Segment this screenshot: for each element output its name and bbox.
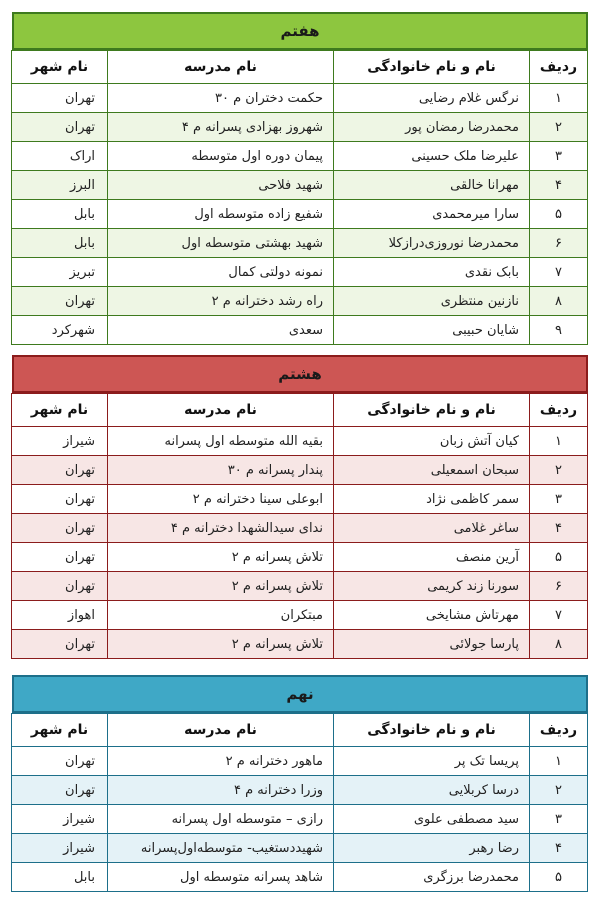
cell-index: ۴ xyxy=(530,834,588,863)
cell-name: سارا میرمحمدی xyxy=(334,200,530,229)
table-row xyxy=(12,514,588,543)
grade-9-table xyxy=(11,713,588,892)
cell-school: ماهور دخترانه م ۲ xyxy=(108,747,334,776)
cell-city: تهران xyxy=(12,84,108,113)
grade-9-section xyxy=(12,675,588,892)
cell-index: ۱ xyxy=(530,427,588,456)
cell-city: شهرکرد xyxy=(12,316,108,345)
cell-index: ۳ xyxy=(530,142,588,171)
cell-city: تهران xyxy=(12,572,108,601)
table-row xyxy=(12,316,588,345)
cell-school: پندار پسرانه م ۳۰ xyxy=(108,456,334,485)
cell-index: ۱ xyxy=(530,84,588,113)
cell-school: شفیع زاده متوسطه اول xyxy=(108,200,334,229)
cell-index: ۷ xyxy=(530,601,588,630)
cell-index: ۶ xyxy=(530,229,588,258)
cell-school: تلاش پسرانه م ۲ xyxy=(108,572,334,601)
cell-name: محمدرضا رمضان پور xyxy=(334,113,530,142)
cell-city: شیراز xyxy=(12,834,108,863)
cell-index: ۲ xyxy=(530,456,588,485)
cell-name: پارسا جولائی xyxy=(334,630,530,659)
cell-index: ۱ xyxy=(530,747,588,776)
header-index: ردیف xyxy=(530,394,588,427)
header-name: نام و نام خانوادگی xyxy=(334,51,530,84)
cell-name: مهرتاش مشایخی xyxy=(334,601,530,630)
cell-index: ۸ xyxy=(530,287,588,316)
header-name: نام و نام خانوادگی xyxy=(334,394,530,427)
cell-city: تهران xyxy=(12,776,108,805)
cell-school: رازی – متوسطه اول پسرانه xyxy=(108,805,334,834)
table-row xyxy=(12,456,588,485)
cell-name: رضا رهبر xyxy=(334,834,530,863)
cell-index: ۳ xyxy=(530,485,588,514)
cell-index: ۷ xyxy=(530,258,588,287)
cell-name: کیان آتش زبان xyxy=(334,427,530,456)
cell-school: شهید بهشتی متوسطه اول xyxy=(108,229,334,258)
table-row xyxy=(12,258,588,287)
grade-7-section xyxy=(12,12,588,345)
header-school: نام مدرسه xyxy=(108,394,334,427)
cell-name: آرین منصف xyxy=(334,543,530,572)
table-row xyxy=(12,776,588,805)
cell-school: تلاش پسرانه م ۲ xyxy=(108,543,334,572)
cell-school: حکمت دختران م ۳۰ xyxy=(108,84,334,113)
cell-city: تهران xyxy=(12,630,108,659)
grade-8-rows xyxy=(12,427,588,659)
table-row xyxy=(12,171,588,200)
header-index: ردیف xyxy=(530,51,588,84)
cell-index: ۸ xyxy=(530,630,588,659)
header-city: نام شهر xyxy=(12,51,108,84)
cell-index: ۵ xyxy=(530,863,588,892)
cell-city: شیراز xyxy=(12,427,108,456)
table-header-row xyxy=(12,51,588,84)
cell-index: ۲ xyxy=(530,776,588,805)
table-row xyxy=(12,113,588,142)
cell-city: اهواز xyxy=(12,601,108,630)
cell-city: بابل xyxy=(12,200,108,229)
cell-city: بابل xyxy=(12,229,108,258)
cell-school: تلاش پسرانه م ۲ xyxy=(108,630,334,659)
table-row xyxy=(12,287,588,316)
table-row xyxy=(12,200,588,229)
table-row xyxy=(12,572,588,601)
table-row xyxy=(12,805,588,834)
cell-city: تهران xyxy=(12,287,108,316)
cell-school: نمونه دولتی کمال xyxy=(108,258,334,287)
cell-city: تبریز xyxy=(12,258,108,287)
cell-city: تهران xyxy=(12,113,108,142)
cell-school: شهروز بهزادی پسرانه م ۴ xyxy=(108,113,334,142)
cell-name: شایان حبیبی xyxy=(334,316,530,345)
header-school: نام مدرسه xyxy=(108,51,334,84)
table-row xyxy=(12,630,588,659)
cell-index: ۴ xyxy=(530,171,588,200)
table-row xyxy=(12,229,588,258)
cell-city: تهران xyxy=(12,747,108,776)
grade-7-table xyxy=(11,50,588,345)
table-row xyxy=(12,863,588,892)
cell-index: ۴ xyxy=(530,514,588,543)
cell-school: ندای سیدالشهدا دخترانه م ۴ xyxy=(108,514,334,543)
cell-city: تهران xyxy=(12,514,108,543)
cell-city: تهران xyxy=(12,456,108,485)
cell-index: ۹ xyxy=(530,316,588,345)
cell-school: بقیه الله متوسطه اول پسرانه xyxy=(108,427,334,456)
table-row xyxy=(12,142,588,171)
cell-city: اراک xyxy=(12,142,108,171)
cell-school: شهیددستغیب- متوسطه‌اول‌پسرانه xyxy=(108,834,334,863)
table-row xyxy=(12,427,588,456)
cell-city: تهران xyxy=(12,485,108,514)
cell-name: بابک نقدی xyxy=(334,258,530,287)
cell-name: نازنین منتظری xyxy=(334,287,530,316)
header-city: نام شهر xyxy=(12,394,108,427)
cell-name: ساغر غلامی xyxy=(334,514,530,543)
cell-name: سبحان اسمعیلی xyxy=(334,456,530,485)
header-school: نام مدرسه xyxy=(108,714,334,747)
cell-city: شیراز xyxy=(12,805,108,834)
cell-name: سمر کاظمی نژاد xyxy=(334,485,530,514)
header-city: نام شهر xyxy=(12,714,108,747)
cell-city: تهران xyxy=(12,543,108,572)
table-row xyxy=(12,601,588,630)
cell-index: ۶ xyxy=(530,572,588,601)
cell-school: راه رشد دخترانه م ۲ xyxy=(108,287,334,316)
cell-name: پریسا تک پر xyxy=(334,747,530,776)
cell-name: سید مصطفی علوی xyxy=(334,805,530,834)
table-row xyxy=(12,747,588,776)
cell-index: ۵ xyxy=(530,200,588,229)
table-row xyxy=(12,84,588,113)
cell-city: بابل xyxy=(12,863,108,892)
cell-city: البرز xyxy=(12,171,108,200)
cell-school: سعدی xyxy=(108,316,334,345)
cell-index: ۳ xyxy=(530,805,588,834)
cell-name: درسا کربلایی xyxy=(334,776,530,805)
table-row xyxy=(12,485,588,514)
grade-8-section xyxy=(12,355,588,659)
cell-school: شهید فلاحی xyxy=(108,171,334,200)
cell-school: مبتکران xyxy=(108,601,334,630)
grade-9-rows xyxy=(12,747,588,892)
cell-school: پیمان دوره اول متوسطه xyxy=(108,142,334,171)
header-name: نام و نام خانوادگی xyxy=(334,714,530,747)
table-header-row xyxy=(12,394,588,427)
grade-8-table xyxy=(11,393,588,659)
grade-9-title: نهم xyxy=(12,675,588,713)
table-row xyxy=(12,834,588,863)
cell-name: نرگس غلام رضایی xyxy=(334,84,530,113)
cell-name: علیرضا ملک حسینی xyxy=(334,142,530,171)
cell-index: ۵ xyxy=(530,543,588,572)
grade-7-title: هفتم xyxy=(12,12,588,50)
cell-index: ۲ xyxy=(530,113,588,142)
cell-name: محمدرضا برزگری xyxy=(334,863,530,892)
cell-name: سورنا زند کریمی xyxy=(334,572,530,601)
cell-school: وزرا دخترانه م ۴ xyxy=(108,776,334,805)
header-index: ردیف xyxy=(530,714,588,747)
table-row xyxy=(12,543,588,572)
cell-school: ابوعلی سینا دخترانه م ۲ xyxy=(108,485,334,514)
cell-school: شاهد پسرانه متوسطه اول xyxy=(108,863,334,892)
cell-name: محمدرضا نوروزی‌درازکلا xyxy=(334,229,530,258)
grade-7-rows xyxy=(12,84,588,345)
cell-name: مهرانا خالقی xyxy=(334,171,530,200)
table-header-row xyxy=(12,714,588,747)
grade-8-title: هشتم xyxy=(12,355,588,393)
